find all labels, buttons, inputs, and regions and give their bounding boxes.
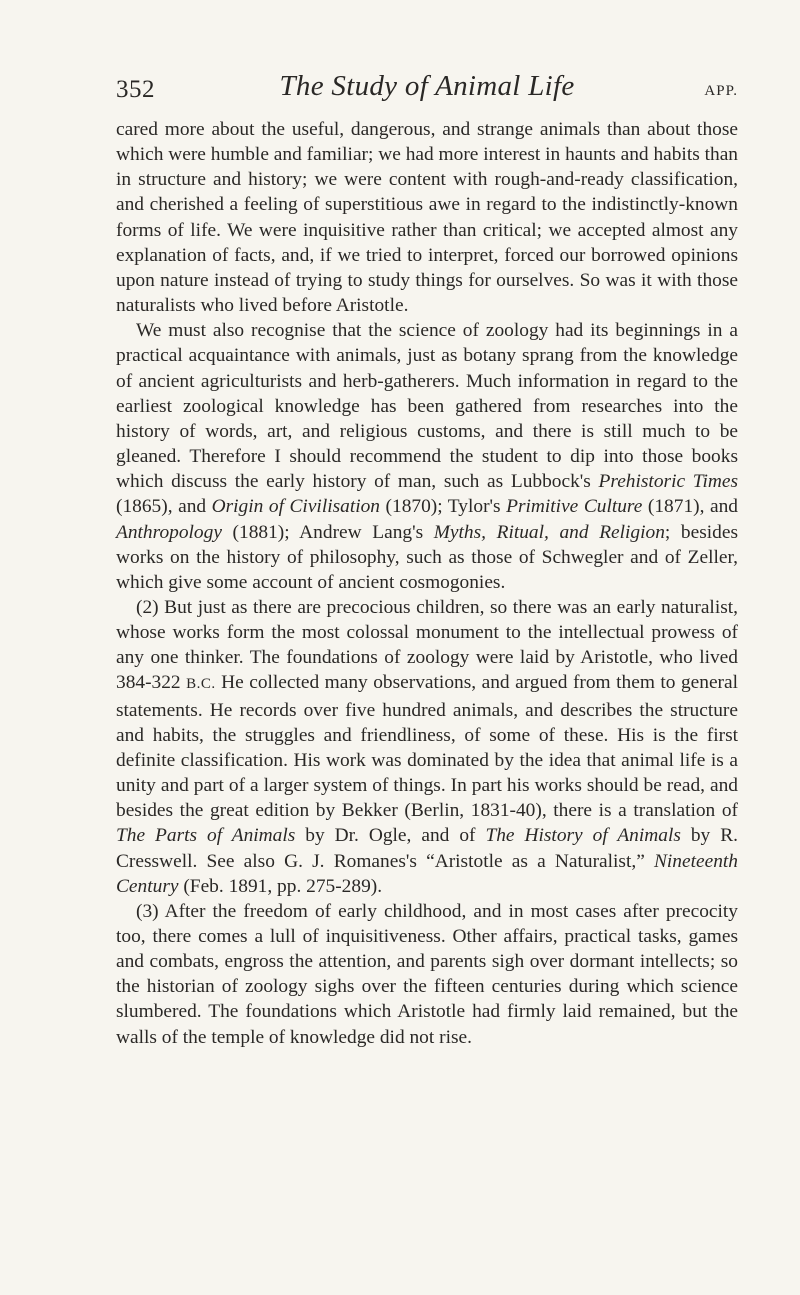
italic-title: The Parts of Animals xyxy=(116,825,296,847)
section-tag: APP. xyxy=(704,83,738,99)
text-run: by R. Cresswell. See also G. J. Romanes's “Aristotle as a Naturalist,” xyxy=(116,825,738,872)
text-run: (1865), and xyxy=(116,496,212,518)
italic-title: The History of Animals xyxy=(485,825,681,847)
text-run: He collected many observations, and argued from them to general statements. He records over five hundred animals, and describes the structure and habits, the struggles and friendliness, of some of these. His is the first definite classification. His work was dominated by the idea that animal life is a unity and part of a larger system of things. In part his works should be read, and besides the great edition by Bekker (Berlin, 1831-40), there is a translation of xyxy=(116,672,739,822)
paragraph xyxy=(116,595,738,899)
running-title: The Study of Animal Life xyxy=(279,70,575,102)
text-run: (1881); Andrew Lang's xyxy=(221,521,434,543)
running-header xyxy=(116,64,738,108)
italic-title: Prehistoric Times xyxy=(598,471,738,493)
page-number: 352 xyxy=(116,76,155,103)
page-body xyxy=(116,117,738,1050)
text-run: (Feb. 1891, pp. 275-289). xyxy=(178,875,383,897)
italic-title: Myths, Ritual, and Religion xyxy=(433,521,665,543)
text-run: ; besides works on the history of philosophy, such as those of Schwegler and of Zeller, which give some account of ancient cosmogonies. xyxy=(116,521,738,593)
paragraph xyxy=(116,318,738,595)
text-run: (3) After the freedom of early childhood, and in most cases after precocity too, there comes a lull of inquisitiveness. Other affairs, practical tasks, games and combats, engross the attention, and parents sigh over dormant intellects; so the historian of zoology sighs over the fifteen centuries during which science slumbered. The foundations which Aristotle had firmly laid remained, but the walls of the temple of knowledge did not rise. xyxy=(116,900,738,1048)
text-run: cared more about the useful, dangerous, and strange animals than about those which were humble and familiar; we had more interest in haunts and habits than in structure and history; we were content with rough-and-ready classification, and cherished a feeling of superstitious awe in regard to the indistinctly-known forms of life. We were inquisitive rather than critical; we accepted almost any explanation of facts, and, if we tried to interpret, forced our borrowed opinions upon nature instead of trying to study things for ourselves. So was it with those naturalists who lived before Aristotle. xyxy=(116,119,738,317)
italic-title: Primitive Culture xyxy=(506,496,643,518)
paragraph xyxy=(116,117,738,318)
italic-title: Anthropology xyxy=(116,521,222,543)
text-run: (2) But just as there are precocious children, so there was an early naturalist, whose works form the most colossal monument to the intellectual prowess of any one thinker. The foundations of zoology were laid by Aristotle, who lived 384-322 xyxy=(116,596,738,694)
paragraph xyxy=(116,899,738,1050)
text-run: We must also recognise that the science of zoology had its beginnings in a practical acquaintance with animals, just as botany sprang from the knowledge of ancient agriculturists and herb-gatherers. Much information in regard to the earliest zoological knowledge has been gathered from researches into the history of words, art, and religious customs, and there is still much to be gleaned. Therefore I should recommend the student to dip into those books which discuss the early history of man, such as Lubbock's xyxy=(116,320,738,493)
text-run: by Dr. Ogle, and of xyxy=(295,825,486,847)
italic-title: Nineteenth Century xyxy=(116,850,738,897)
italic-title: Origin of Civilisation xyxy=(211,496,380,518)
text-run: B.C. xyxy=(186,676,216,693)
text-run: (1871), and xyxy=(642,496,738,518)
text-run: (1870); Tylor's xyxy=(380,496,507,518)
